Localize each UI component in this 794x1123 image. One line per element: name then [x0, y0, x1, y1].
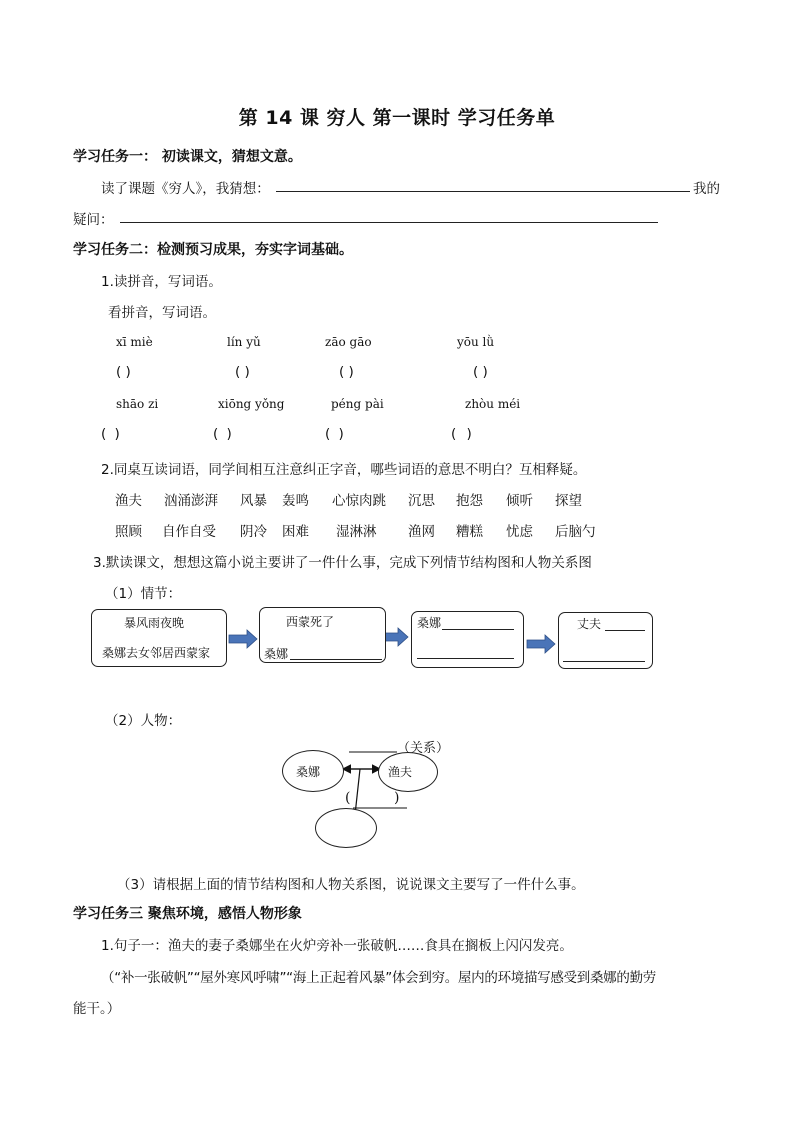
answer-paren[interactable]: ( ) — [339, 364, 354, 380]
vocab-word: 沉思 — [408, 493, 435, 509]
plot-box-text: 丈夫 — [577, 617, 602, 631]
plot-box-4 — [558, 612, 653, 669]
task1-guess-label: 读了课题《穷人》，我猜想： — [101, 181, 270, 197]
task2-item3: 3.默读课文，想想这篇小说主要讲了一件什么事，完成下列情节结构图和人物关系图 — [93, 555, 592, 571]
vocab-word: 轰鸣 — [282, 493, 309, 509]
vocab-word: 阴冷 — [240, 524, 267, 540]
answer-paren[interactable]: ( ) — [473, 364, 488, 380]
answer-paren[interactable]: ( ) — [235, 364, 250, 380]
plot-box-blank[interactable] — [442, 629, 514, 630]
plot-box-text: 西蒙死了 — [286, 615, 335, 629]
task1-heading: 学习任务一： 初读课文，猜想文意。 — [73, 149, 302, 165]
pinyin-item: shāo zi — [116, 397, 159, 411]
task3-heading: 学习任务三 聚焦环境，感悟人物形象 — [73, 906, 302, 922]
task1-question-lead: 我的 — [693, 181, 720, 197]
plot-box-text: 暴风雨夜晚 — [124, 616, 185, 630]
relation-paren-right: ) — [394, 790, 400, 806]
pinyin-item: xiōng yǒng — [218, 397, 285, 411]
answer-paren[interactable]: ( ) — [101, 426, 122, 442]
vocab-word: 糟糕 — [456, 524, 483, 540]
relation-label: （关系） — [397, 741, 450, 756]
page-title: 第 14 课 穷人 第一课时 学习任务单 — [238, 107, 556, 129]
task1-question-label: 疑问： — [73, 212, 114, 228]
plot-box-2 — [259, 607, 386, 663]
vocab-word: 困难 — [282, 524, 309, 540]
task3-sentence1: 1.句子一：渔夫的妻子桑娜坐在火炉旁补一张破帆……食具在搁板上闪闪发亮。 — [101, 938, 573, 954]
person-name: 桑娜 — [296, 765, 321, 779]
plot-box-blank[interactable] — [290, 659, 382, 660]
answer-paren[interactable]: ( ) — [213, 426, 234, 442]
pinyin-item: yōu lǜ — [457, 335, 495, 349]
vocab-word: 渔网 — [408, 524, 435, 540]
vocab-word: 后脑勺 — [555, 524, 596, 540]
vocab-word: 汹涌澎湃 — [164, 493, 218, 509]
answer-paren[interactable]: ( ) — [325, 426, 346, 442]
task2-item2: 2.同桌互读词语，同学间相互注意纠正字音，哪些词语的意思不明白？互相释疑。 — [101, 462, 587, 478]
vocab-word: 忧虑 — [506, 524, 533, 540]
pinyin-item: zāo gāo — [325, 335, 372, 349]
plot-box-text: 桑娜 — [264, 647, 289, 661]
plot-box-1 — [91, 609, 227, 667]
plot-label: （1）情节： — [105, 586, 182, 602]
vocab-word: 渔夫 — [115, 493, 142, 509]
plot-box-text: 桑娜去女邻居西蒙家 — [102, 646, 211, 660]
vocab-word: 心惊肉跳 — [332, 493, 386, 509]
task2-item1: 1.读拼音，写词语。 — [101, 274, 222, 290]
task3-note-line1: （“补一张破帆”“屋外寒风呼啸”“海上正起着风暴”体会到穷。屋内的环境描写感受到桑娜的勤劳 — [101, 970, 656, 986]
vocab-word: 抱怨 — [456, 493, 483, 509]
answer-paren[interactable]: ( ) — [116, 364, 131, 380]
plot-box-blank[interactable] — [605, 630, 645, 631]
pinyin-item: xī miè — [116, 335, 153, 349]
vocab-word: 探望 — [555, 493, 582, 509]
task2-sub1: 看拼音，写词语。 — [108, 305, 216, 321]
plot-box-blank[interactable] — [563, 661, 645, 662]
vocab-word: 湿淋淋 — [336, 524, 377, 540]
person-sangna-ellipse — [282, 750, 344, 792]
task3-note-line2: 能干。） — [73, 1001, 121, 1017]
plot-box-3 — [411, 611, 524, 668]
vocab-word: 照顾 — [115, 524, 142, 540]
vocab-word: 风暴 — [240, 493, 267, 509]
person-name: 渔夫 — [388, 765, 413, 779]
person-fisherman-ellipse — [378, 752, 438, 792]
person-blank-ellipse[interactable] — [315, 808, 377, 848]
task2-item3-3: （3）请根据上面的情节结构图和人物关系图，说说课文主要写了一件什么事。 — [117, 877, 585, 893]
vocab-word: 倾听 — [506, 493, 533, 509]
relation-paren-left: ( — [345, 790, 351, 806]
task2-heading: 学习任务二：检测预习成果，夯实字词基础。 — [73, 242, 353, 258]
answer-paren[interactable]: ( ) — [451, 426, 475, 442]
pinyin-item: zhòu méi — [465, 397, 521, 411]
plot-box-blank[interactable] — [417, 658, 514, 659]
people-label: （2）人物： — [105, 713, 182, 729]
plot-box-text: 桑娜 — [417, 616, 442, 630]
vocab-word: 自作自受 — [162, 524, 216, 540]
pinyin-item: lín yǔ — [227, 335, 261, 349]
pinyin-item: péng pài — [331, 397, 384, 411]
